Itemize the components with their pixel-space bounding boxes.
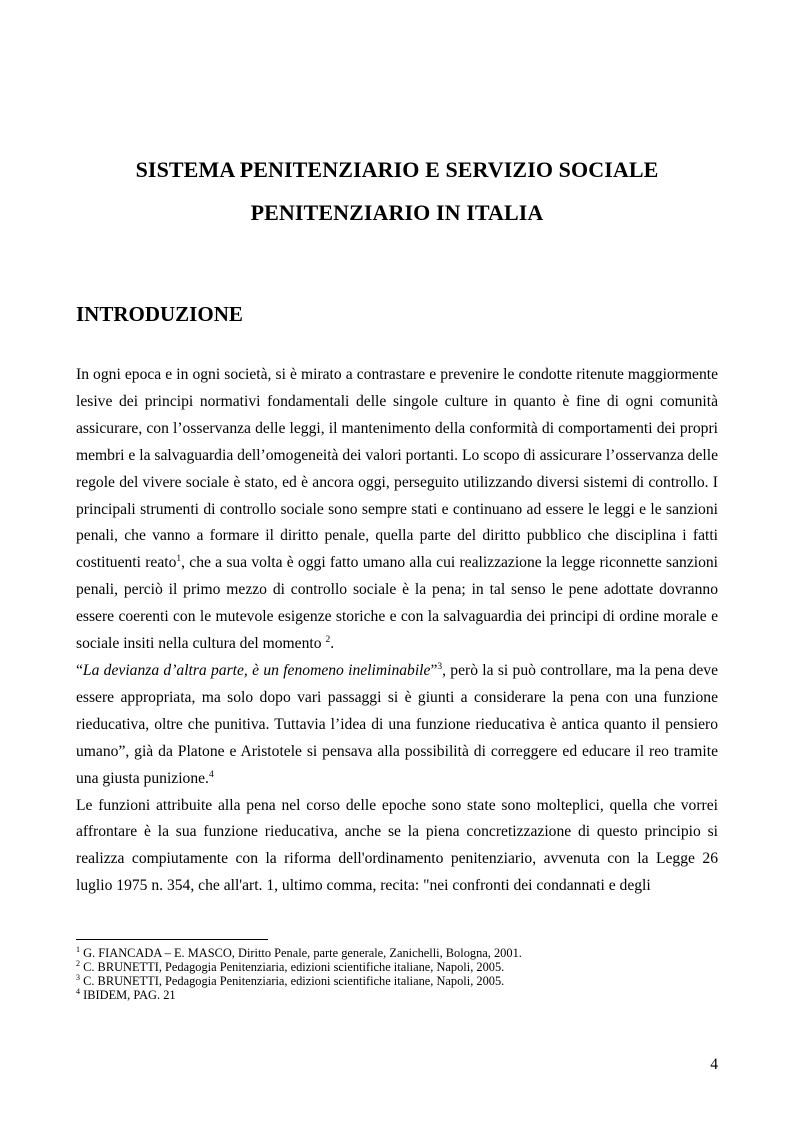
footnote-text: IBIDEM, PAG. 21 <box>80 988 176 1002</box>
footnote-text: C. BRUNETTI, Pedagogia Penitenziaria, edizioni scientifiche italiane, Napoli, 2005. <box>80 974 505 988</box>
paragraph-1-text-c: . <box>330 635 335 653</box>
footnote-number: 1 <box>76 944 80 954</box>
paragraph-3: Le funzioni attribuite alla pena nel corso delle epoche sono state sono molteplici, quella che vorrei affrontare è la sua funzione rieducativa, anche se la piena concretizzazione di questo principio si realizza compiutamente con la riforma dell'ordinamento penitenziario, avvenuta con la Legge 26 luglio 1975 n. 354, che all'art. 1, ultimo comma, recita: "nei confronti dei condannati e degli <box>76 796 718 895</box>
open-quote: “ <box>76 661 83 679</box>
document-title-line-1: SISTEMA PENITENZIARIO E SERVIZIO SOCIALE <box>135 157 659 182</box>
footnotes <box>76 946 718 1002</box>
body-text <box>76 362 718 900</box>
close-quote: ” <box>430 661 438 679</box>
page-number: 4 <box>710 1056 718 1073</box>
footnote-number: 4 <box>76 986 80 996</box>
footnote-ref-3: 3 <box>437 661 443 672</box>
section-heading: INTRODUZIONE <box>76 302 243 326</box>
footnote <box>76 988 718 1002</box>
footnote-number: 3 <box>76 972 80 982</box>
paragraph-1-text-b: , che a sua volta è oggi fatto umano alla cui realizzazione la legge riconnette sanzioni penali, perciò il primo mezzo di controllo sociale è la pena; in tal senso le pene adottate dovranno essere coerenti con le mutevole esigenze storiche e con la salvaguardia dei principi di ordine morale e sociale insiti nella cultura del momento <box>76 554 718 653</box>
footnote-separator <box>76 939 268 940</box>
document-title-line-2: PENITENZIARIO IN ITALIA <box>250 200 544 225</box>
footnote <box>76 974 718 988</box>
footnote-text: C. BRUNETTI, Pedagogia Penitenziaria, edizioni scientifiche italiane, Napoli, 2005. <box>80 960 505 974</box>
footnote-text: G. FIANCADA – E. MASCO, Diritto Penale, parte generale, Zanichelli, Bologna, 2001. <box>80 946 522 960</box>
paragraph-1-text-a: In ogni epoca e in ogni società, si è mirato a contrastare e prevenire le condotte ritenute maggiormente lesive dei principi normativi fondamentali delle singole culture in quanto è fine di ogni comunità assicurare, con l’osservanza delle leggi, il mantenimento della conformità di comportamenti dei propri membri e la salvaguardia dell’omogeneità dei valori portanti. Lo scopo di assicurare l’osservanza delle regole del vivere sociale è stato, ed è ancora oggi, perseguito utilizzando diversi sistemi di controllo. I principali strumenti di controllo sociale sono sempre stati e continuano ad essere le leggi e le sanzioni penali, che vanno a formare il diritto penale, quella parte del diritto pubblico che disciplina i fatti costituenti reato <box>76 366 718 572</box>
paragraph-2-text: , però la si può controllare, ma la pena deve essere appropriata, ma solo dopo vari passaggi si è giunti a considerare la pena con una funzione rieducativa, oltre che punitiva. Tuttavia l’idea di una funzione rieducativa è antica quanto il pensiero umano”, già da Platone e Aristotele si pensava alla possibilità di correggere ed educare il reo tramite una giusta punizione. <box>76 661 719 787</box>
footnote-number: 2 <box>76 958 80 968</box>
footnote-ref-1: 1 <box>176 554 182 565</box>
paragraph-1 <box>76 362 718 658</box>
footnote <box>76 960 718 974</box>
footnote-ref-4: 4 <box>208 769 214 780</box>
footnote-ref-2: 2 <box>325 634 331 645</box>
italic-quote: La devianza d’altra parte, è un fenomeno ineliminabile <box>82 661 431 679</box>
footnote <box>76 946 718 960</box>
paragraph-2 <box>76 658 718 793</box>
